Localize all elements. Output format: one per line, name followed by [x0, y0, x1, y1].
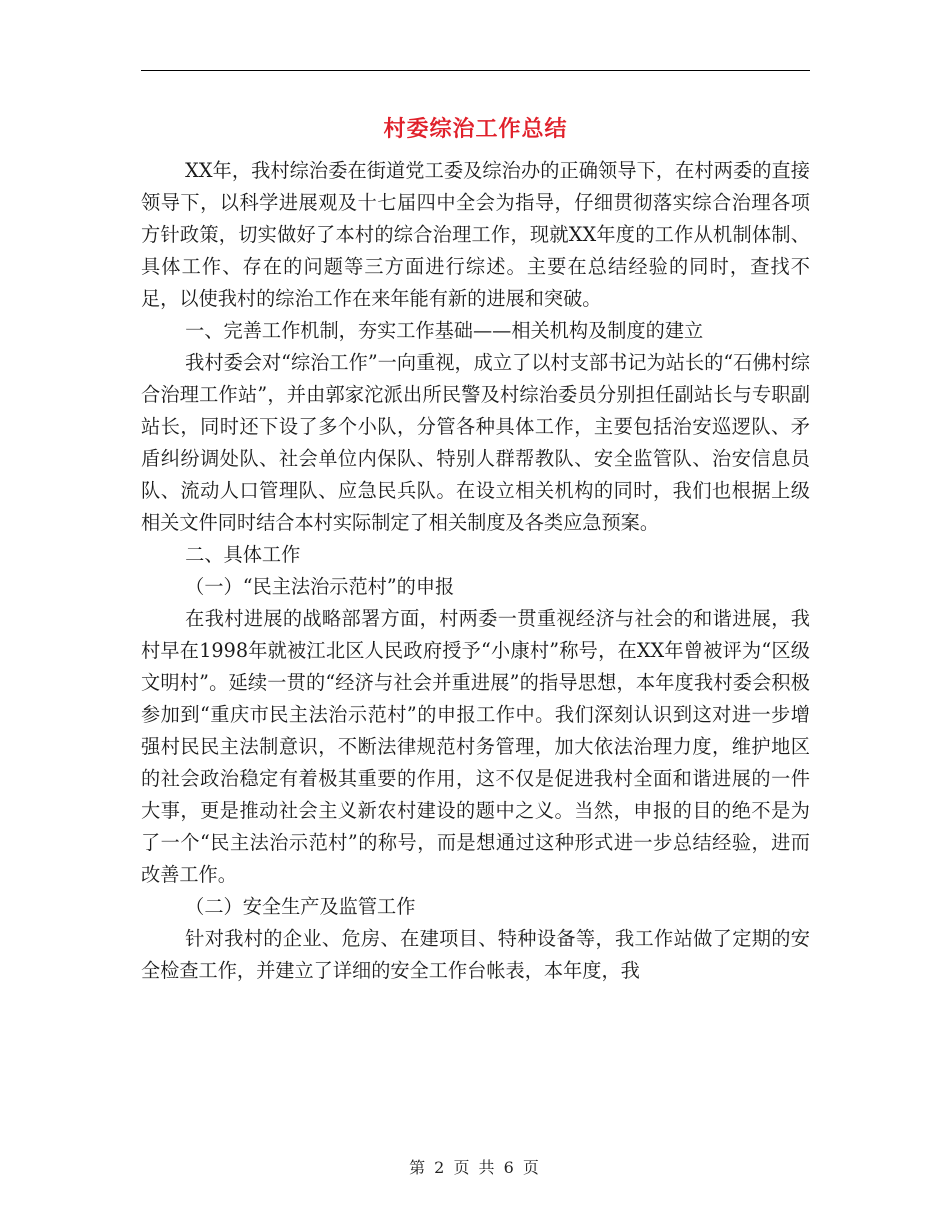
header-rule — [141, 70, 810, 71]
section-heading-2: 二、具体工作 — [185, 543, 301, 566]
page-footer — [0, 1155, 950, 1178]
paragraph-demo-village: 在我村进展的战略部署方面，村两委一贯重视经济与社会的和谐进展，我村早在1998年就被江北区人民政府授予“小康村”称号，在XX年曾被评为“区级文明村”。延续一贯的“经济与社会并重进展”的指导思想，本年度我村委会积极参加到“重庆市民主法治示范村”的申报工作中。我们深刻认识到这对进一步增强村民民主法制意识，不断法律规范村务管理，加大依法治理力度，维护地区的社会政治稳定有着极其重要的作用，这不仅是促进我村全面和谐进展的一件大事，更是推动社会主义新农村建设的题中之义。当然，申报的目的绝不是为了一个“民主法治示范村”的称号，而是想通过这种形式进一步总结经验，进而改善工作。 — [141, 607, 810, 886]
paragraph-intro: XX年，我村综治委在街道党工委及综治办的正确领导下，在村两委的直接领导下，以科学进展观及十七届四中全会为指导，仔细贯彻落实综合治理各项方针政策，切实做好了本村的综合治理工作，现就XX年度的工作从机制体制、具体工作、存在的问题等三方面进行综述。主要在总结经验的同时，查找不足，以使我村的综治工作在来年能有新的进展和突破。 — [141, 159, 810, 310]
section-heading-1: 一、完善工作机制，夯实工作基础——相关机构及制度的建立 — [185, 319, 704, 342]
subsection-heading-2: （二）安全生产及监管工作 — [185, 895, 416, 918]
paragraph-mechanism: 我村委会对“综治工作”一向重视，成立了以村支部书记为站长的“石佛村综合治理工作站”，并由郭家沱派出所民警及村综治委员分别担任副站长与专职副站长，同时还下设了多个小队，分管各种具体工作，主要包括治安巡逻队、矛盾纠纷调处队、社会单位内保队、特别人群帮教队、安全监管队、治安信息员队、流动人口管理队、应急民兵队。在设立相关机构的同时，我们也根据上级相关文件同时结合本村实际制定了相关制度及各类应急预案。 — [141, 351, 810, 534]
document-title: 村委综治工作总结 — [383, 116, 568, 142]
paragraph-safety: 针对我村的企业、危房、在建项目、特种设备等，我工作站做了定期的安全检查工作，并建立了详细的安全工作台帐表，本年度，我 — [141, 927, 810, 982]
document-body — [141, 155, 810, 987]
page-number: 第 2 页 共 6 页 — [409, 1158, 541, 1177]
subsection-heading-1: （一）“民主法治示范村”的申报 — [185, 575, 455, 598]
